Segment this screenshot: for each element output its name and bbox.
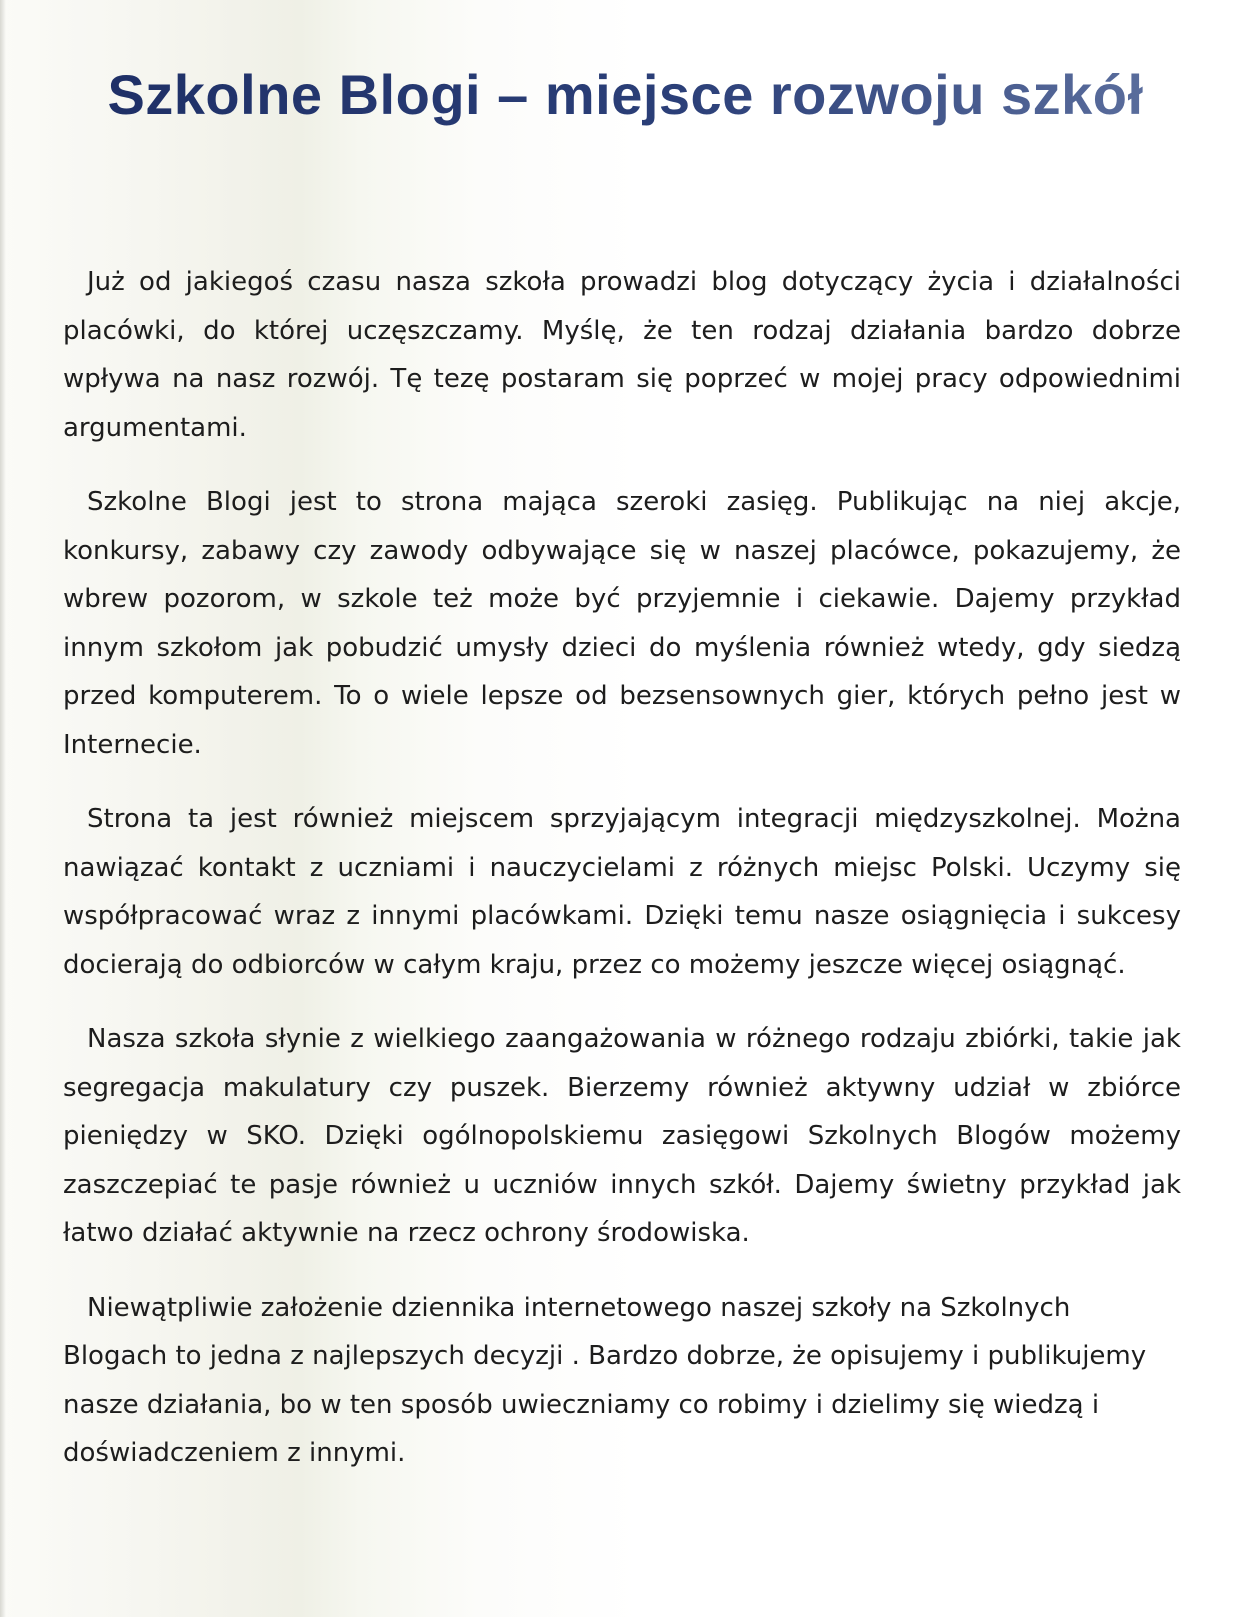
paragraph-intro: Już od jakiegoś czasu nasza szkoła prowadzi blog dotyczący życia i działalności placówki, do której uczęszczamy. Myślę, że ten rodzaj działania bardzo dobrze wpływa na nasz rozwój. Tę tezę postaram się poprzeć w mojej pracy odpowiednimi argumentami. xyxy=(63,267,1181,443)
paragraph-conclusion: Niewątpliwie założenie dziennika internetowego naszej szkoły na Szkolnych Blogach to jedna z najlepszych decyzji . Bardzo dobrze, że opisujemy i publikujemy nasze działania, bo w ten sposób uwieczniamy co robimy i dzielimy się wiedzą i doświadczeniem z innymi. xyxy=(63,1292,1147,1468)
document-title: Szkolne Blogi – miejsce rozwoju szkół xyxy=(80,58,1171,132)
page-edge-shadow xyxy=(0,0,6,1617)
paragraph-reach: Szkolne Blogi jest to strona mająca szeroki zasięg. Publikując na niej akcje, konkursy, zabawy czy zawody odbywające się w naszej placówce, pokazujemy, że wbrew pozorom, w szkole też może być przyjemnie i ciekawie. Dajemy przykład innym szkołom jak pobudzić umysły dzieci do myślenia również wtedy, gdy siedzą przed komputerem. To o wiele lepsze od bezsensownych gier, których pełno jest w Internecie. xyxy=(63,487,1181,760)
document-body xyxy=(63,258,1181,1504)
paragraph-collections: Nasza szkoła słynie z wielkiego zaangażowania w różnego rodzaju zbiórki, takie jak segregacja makulatury czy puszek. Bierzemy również aktywny udział w zbiórce pieniędzy w SKO. Dzięki ogólnopolskiemu zasięgowi Szkolnych Blogów możemy zaszczepiać te pasje również u uczniów innych szkół. Dajemy świetny przykład jak łatwo działać aktywnie na rzecz ochrony środowiska. xyxy=(63,1024,1181,1248)
paragraph-integration: Strona ta jest również miejscem sprzyjającym integracji międzyszkolnej. Można nawiązać kontakt z uczniami i nauczycielami z różnych miejsc Polski. Uczymy się współpracować wraz z innymi placówkami. Dzięki temu nasze osiągnięcia i sukcesy docierają do odbiorców w całym kraju, przez co możemy jeszcze więcej osiągnąć. xyxy=(63,804,1181,980)
